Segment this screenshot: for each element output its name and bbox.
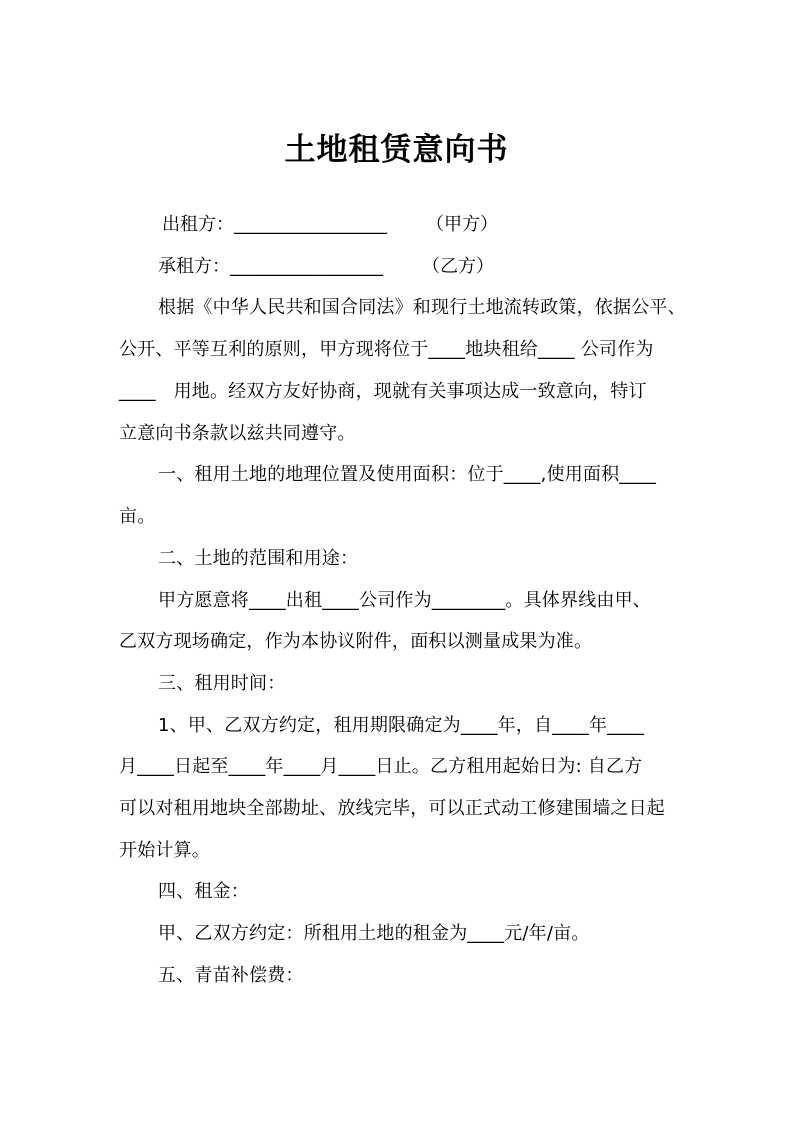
paragraph-line: 根据《中华人民共和国合同法》和现行土地流转政策，依据公平、 xyxy=(158,297,686,318)
party-b-label: 承租方： xyxy=(158,256,230,277)
paragraph-line: 立意向书条款以兹共同遵守。 xyxy=(119,423,356,444)
party-a-label: 出租方： xyxy=(162,214,234,235)
paragraph-line: 1、甲、乙双方约定，租用期限确定为____年，自____年____ xyxy=(158,715,645,736)
section-heading: 二、土地的范围和用途： xyxy=(158,548,359,569)
party-b-blank: _________________ xyxy=(230,256,383,277)
paragraph-line: 甲方愿意将____出租____公司作为________。具体界线由甲、 xyxy=(158,590,651,611)
paragraph-line: 开始计算。 xyxy=(119,840,210,861)
paragraph-line: 月____日起至____年____月____日止。乙方租用起始日为: 自乙方 xyxy=(119,756,643,777)
section-heading: 一、租用土地的地理位置及使用面积：位于____,使用面积____ xyxy=(158,464,657,485)
section-heading: 五、青苗补偿费： xyxy=(158,965,304,986)
section-heading: 三、租用时间： xyxy=(158,673,286,694)
paragraph-line: 可以对租用地块全部勘址、放线完毕，可以正式动工修建围墙之日起 xyxy=(119,798,665,819)
document-title: 土地租赁意向书 xyxy=(284,132,509,168)
paragraph-line: 乙双方现场确定，作为本协议附件，面积以测量成果为准。 xyxy=(119,631,593,652)
party-b-role: （乙方） xyxy=(422,256,494,277)
section-heading: 四、租金： xyxy=(158,881,249,902)
party-a-blank: _________________ xyxy=(234,214,387,235)
paragraph-line: 公开、平等互利的原则，甲方现将位于____地块租给____ 公司作为 xyxy=(119,339,654,360)
party-a-role: （甲方） xyxy=(426,214,498,235)
paragraph-line: 甲、乙双方约定：所租用土地的租金为____元/年/亩。 xyxy=(158,923,590,944)
paragraph-line: 亩。 xyxy=(119,506,156,527)
paragraph-line: ____ 用地。经双方友好协商，现就有关事项达成一致意向，特订 xyxy=(119,381,647,402)
